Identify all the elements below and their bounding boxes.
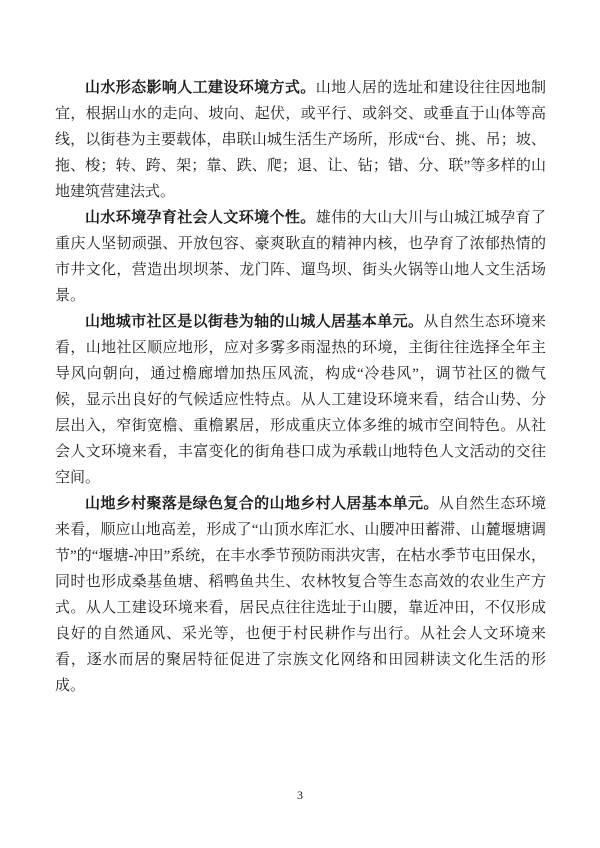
paragraph-4 xyxy=(55,491,546,699)
document-body xyxy=(55,75,546,699)
paragraph-2-lead: 山水环境孕育社会人文环境个性。 xyxy=(85,210,316,226)
paragraph-2 xyxy=(55,205,546,309)
page-number: 3 xyxy=(297,788,303,802)
paragraph-4-text: 从自然生态环境来看，顺应山地高差，形成了“山顶水库汇水、山腰冲田蓄滞、山麓堰塘调节”的“堰塘-冲田”系统，在丰水季节预防雨洪灾害，在枯水季节屯田保水，同时也形成桑基鱼塘、稻鸭鱼共生、农林牧复合等生态高效的农业生产方式。从人工建设环境来看，居民点往往选址于山腰，靠近冲田，不仅形成良好的自然通风、采光等，也便于村民耕作与出行。从社会人文环境来看，逐水而居的聚居特征促进了宗族文化网络和田园耕读文化生活的形成。 xyxy=(55,496,546,694)
paragraph-1 xyxy=(55,75,546,205)
paragraph-1-lead: 山水形态影响人工建设环境方式。 xyxy=(85,80,316,96)
paragraph-3-lead: 山地城市社区是以街巷为轴的山城人居基本单元。 xyxy=(85,314,424,330)
paragraph-4-lead: 山地乡村聚落是绿色复合的山地乡村人居基本单元。 xyxy=(85,496,439,512)
paragraph-3 xyxy=(55,309,546,491)
paragraph-2-text: 雄伟的大山大川与山城江城孕育了重庆人坚韧顽强、开放包容、豪爽耿直的精神内核，也孕育了浓郁热情的市井文化，营造出坝坝茶、龙门阵、遛鸟坝、街头火锅等山地人文生活场景。 xyxy=(55,210,546,304)
paragraph-3-text: 从自然生态环境来看，山地社区顺应地形，应对多雾多雨湿热的环境，主街往往选择全年主导风向朝向，通过檐廊增加热压风流，构成“冷巷风”，调节社区的微气候，显示出良好的气候适应性特点。从人工建设环境来看，结合山势、分层出入，窄街宽檐、重檐累居，形成重庆立体多维的城市空间特色。从社会人文环境来看，丰富变化的街角巷口成为承载山地特色人文活动的交往空间。 xyxy=(55,314,546,486)
paragraph-1-text: 山地人居的选址和建设往往因地制宜，根据山水的走向、坡向、起伏，或平行、或斜交、或垂直于山体等高线，以街巷为主要载体，串联山城生活生产场所，形成“台、挑、吊；坡、拖、梭；转、跨、架；靠、跌、爬；退、让、钻；错、分、联”等多样的山地建筑营建法式。 xyxy=(55,80,546,200)
